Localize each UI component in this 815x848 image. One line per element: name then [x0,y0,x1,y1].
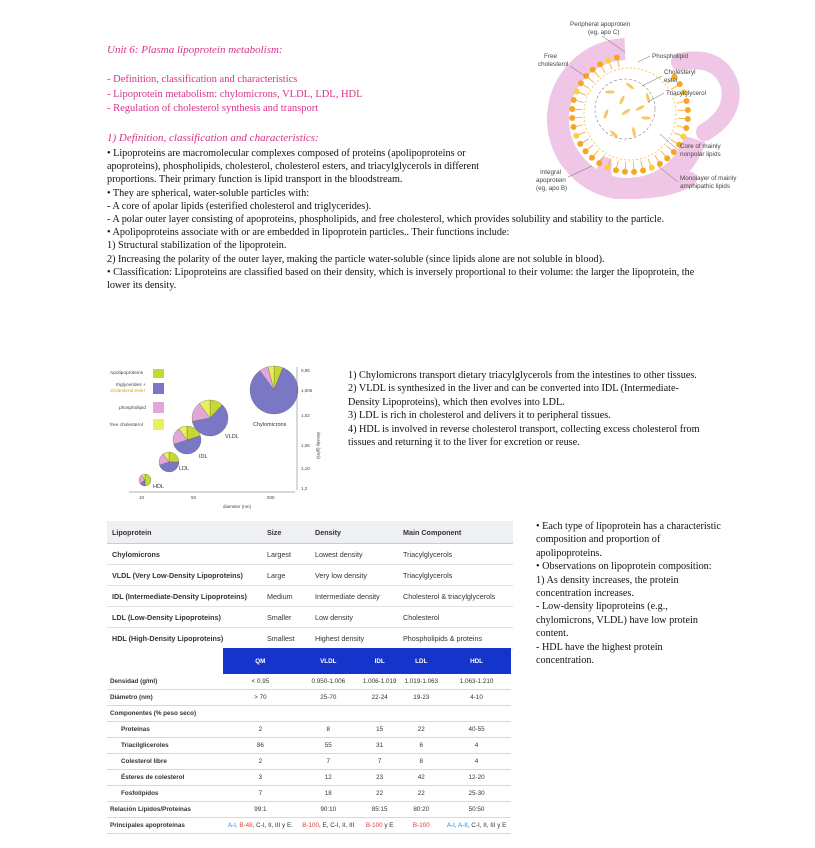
cell-apo-ldl: B-100 [400,818,442,834]
function-item: 2) VLDL is synthesized in the liver and can be converted into IDL (Intermediate-Density Lipoproteins), which then evolves into LDL. [348,383,679,408]
cell: 22-24 [359,690,401,706]
cell-name: Chylomicrons [112,549,160,559]
para-lipoproteins: • Lipoproteins are macromolecular complexes composed of proteins (apolipoproteins or apoproteins), phospholipids, cholesterol, cholesterol esters, and triacylglycerols in different proportions. Their primary function is lipid transport in the bloodstream. [107,148,480,186]
cell: 4 [442,738,511,754]
table-row [107,586,513,607]
cell: 7 [359,754,401,770]
table-row [107,628,513,649]
phospholipid-head [680,134,686,140]
cell-density: Highest density [310,628,398,649]
cell [359,706,401,722]
phospholipid-head [604,164,610,170]
cell: 12-20 [442,770,511,786]
cell: 2 [223,722,298,738]
y-tick: 1,06 [301,443,310,448]
cell-size: Medium [262,586,310,607]
row-label: Proteínas [107,722,223,738]
cell: 19-23 [400,690,442,706]
legend-label: free cholesterol [110,423,143,428]
label-free-chol: cholesterol [538,61,569,68]
cell-density: Intermediate density [310,586,398,607]
cell-density: Lowest density [310,544,398,565]
cell: 15 [359,722,401,738]
cell: 31 [359,738,401,754]
col-header: IDL [359,648,401,674]
col-header: VLDL [298,648,359,674]
table-row [107,690,511,706]
cell: 1.019-1.063 [400,674,442,690]
observation-item: 1) As density increases, the protein concentration increases. [536,574,679,600]
table-row [107,674,511,690]
cell: > 70 [223,690,298,706]
phospholipid-head [570,124,576,130]
x-tick: 50 [191,495,197,500]
cell-main: Cholesterol & triacylglycerols [398,586,513,607]
table-row [107,607,513,628]
phospholipid-head [574,88,580,94]
observation-item: • Observations on lipoprotein composition: [536,561,712,573]
x-tick: 500 [267,495,275,500]
phospholipid-head [577,141,583,147]
phospholipid-head [569,115,575,121]
legend-swatch-tg [153,383,164,394]
label-core: nonpolar lipids [680,151,721,158]
table-row-apoproteins [107,818,511,834]
phospholipid-head [597,61,603,67]
phospholipid-head [578,80,584,86]
legend-label: cholesterol ester [110,389,146,394]
phospholipid-head [664,155,670,161]
phospholipid-head [683,125,689,131]
lipoprotein-composition-table [107,648,511,834]
phospholipid-head [640,168,646,174]
table-row [107,770,511,786]
cell-main: Triacylglycerols [398,565,513,586]
cell: 6 [400,738,442,754]
cell: 80:20 [400,802,442,818]
cell-name: IDL [112,591,124,601]
cell: 1.063-1.210 [442,674,511,690]
para-line: • Classification: Lipoproteins are classified based on their density, which is inversely proportional to their volume: the larger the lipoprotein, the lower its density. [107,266,695,292]
cell: 18 [298,786,359,802]
label-core: Core of mainly [680,143,721,150]
x-axis-label: diameter (nm) [223,504,252,509]
row-label: Principales apoproteínas [107,818,223,834]
row-label: Triacilgliceroles [107,738,223,754]
cell-name: LDL [112,612,126,622]
cell: 7 [223,786,298,802]
legend-swatch-fc [153,419,164,430]
x-tick: 10 [139,495,145,500]
legend-swatch-pl [153,402,164,413]
col-header: Main Component [398,521,513,544]
row-label: Colesterol libre [107,754,223,770]
cell-name: VLDL [112,570,131,580]
particle-label-ldl: LDL [179,466,190,472]
phospholipid-head [583,148,589,154]
lipoprotein-classification-table [107,521,513,649]
cell: 90:10 [298,802,359,818]
unit-title: Unit 6: Plasma lipoprotein metabolism: [107,44,283,56]
y-tick: 1,02 [301,413,310,418]
y-tick: 1,2 [301,486,308,491]
cell: 8 [298,722,359,738]
row-label: Fosfolípidos [107,786,223,802]
cell: < 0.95 [223,674,298,690]
table-row [107,786,511,802]
cell: 25-70 [298,690,359,706]
pie-slice [145,474,151,486]
lipoprotein-structure-diagram [530,14,780,199]
particle-label-idl: IDL [199,454,208,460]
cell-apo-hdl: A-I, A-II, C-I, II, III y E [442,818,511,834]
cell: 50:50 [442,802,511,818]
row-label: Ésteres de colesterol [107,770,223,786]
phospholipid-head [622,169,628,175]
pie-slice [169,452,179,462]
particle-label-vldl: VLDL [225,434,239,440]
para-line: • They are spherical, water-soluble particles with: [107,187,310,199]
cell-size: Smaller [262,607,310,628]
table-row [107,706,511,722]
particle-label-chylo: Chylomicrons [253,422,287,428]
blank-header [107,648,223,674]
cell-size: Largest [262,544,310,565]
phospholipid-head [685,116,691,122]
phospholipid-head [614,54,620,60]
col-header: Density [310,521,398,544]
y-tick: 1,006 [301,388,313,393]
row-label: Componentes (% peso seco) [107,706,223,722]
function-item: 1) Chylomicrons transport dietary triacylglycerols from the intestines to other tissues. [348,370,697,381]
cell: 22 [400,722,442,738]
cell: 4 [442,754,511,770]
cell-main: Phospholipids & proteins [398,628,513,649]
cell: 55 [298,738,359,754]
phospholipid-head [671,149,677,155]
para-line: 2) Increasing the polarity of the outer layer, making the particle water-soluble (since lipids alone are not soluble in blood). [107,253,605,265]
para-line: - A core of apolar lipids (esterified cholesterol and triglycerides). [107,200,372,212]
section-title: 1) Definition, classification and characteristics: [107,132,319,144]
particle-label-hdl: HDL [153,484,165,490]
label-integral: Integral [540,169,562,176]
phospholipid-head [596,160,602,166]
y-axis-label: density (g/ml) [316,432,321,460]
bubble-legend [110,369,164,430]
legend-swatch-apo [153,369,164,378]
cell: 0.950-1.006 [298,674,359,690]
label-peripheral-eg: (eg, apo C) [588,29,620,36]
cell-size: Smallest [262,628,310,649]
label-monolayer: Monolayer of mainly [680,175,737,182]
cell [442,706,511,722]
row-label: Relación Lípidos/Proteínas [107,802,223,818]
para-line: 1) Structural stabilization of the lipoprotein. [107,240,287,252]
core-lipid [605,90,615,93]
label-integral: (eg, apo B) [536,185,568,192]
lipoprotein-functions-text [348,369,703,449]
col-header: Size [262,521,310,544]
cell [298,706,359,722]
cell-density: Low density [310,607,398,628]
cell [400,706,442,722]
label-free-chol: Free [544,53,557,60]
function-item: 3) LDL is rich in cholesterol and delivers it to peripheral tissues. [348,410,611,422]
label-triacyl: Triacylglycerol [666,90,707,97]
cell-apo-qm: A-I, B-48, C-I, II, III y E. [223,818,298,834]
legend-label: triglycerides + [116,383,146,388]
observation-item: • Each type of lipoprotein has a characteristic composition and proportion of apolipoproteins. [536,521,721,559]
observation-item: - Low-density lipoproteins (e.g., chylomicrons, VLDL) have low protein content. [536,601,698,640]
composition-observations [536,520,721,667]
row-label: Diámetro (nm) [107,690,223,706]
label-chol-ester: ester [664,77,678,84]
outline-item: - Lipoprotein metabolism: chylomicrons, VLDL, LDL, HDL [107,88,363,100]
outline-item: - Definition, classification and characteristics [107,74,298,85]
cell-apo-idl: B-100 y E [359,818,401,834]
cell: 7 [298,754,359,770]
phospholipid-head [685,107,691,113]
phospholipid-head [605,57,611,63]
cell-fullname: (Intermediate-Density Lipoproteins) [123,591,247,601]
cell [223,706,298,722]
phospholipid-head [569,106,575,112]
cell: 3 [223,770,298,786]
col-header: QM [223,648,298,674]
cell: 23 [359,770,401,786]
cell-density: Very low density [310,565,398,586]
cell: 4-10 [442,690,511,706]
phospholipid-head [649,165,655,171]
para-line: • Apolipoproteins associate with or are embedded in lipoprotein particles.. Their functions include: [107,227,510,239]
cell: 85:15 [359,802,401,818]
cell: 42 [400,770,442,786]
cell: 2 [223,754,298,770]
table-row [107,738,511,754]
phospholipid-head [684,98,690,104]
table-row [107,544,513,565]
col-header: HDL [442,648,511,674]
legend-label: Apolipoproteins [110,371,144,376]
cell-fullname: (Very Low-Density Lipoproteins) [130,570,243,580]
label-monolayer: amphipathic lipids [680,183,731,190]
function-item: 4) HDL is involved in reverse cholesterol transport, collecting excess cholesterol from tissues and returning it to the liver for excretion or reuse. [348,423,700,449]
label-integral: apoprotein [536,177,566,184]
phospholipid-head [583,73,589,79]
lipoprotein-bubble-chart [107,362,327,510]
cell-size: Large [262,565,310,586]
cell: 8 [400,754,442,770]
observation-item: - HDL have the highest protein concentration. [536,641,663,667]
para-line: - A polar outer layer consisting of apoproteins, phospholipids, and free cholesterol, which provides solubility and stability to the particle. [107,214,665,226]
cell: 12 [298,770,359,786]
cell-fullname: (Low-Density Lipoproteins) [125,612,221,622]
cell-apo-vldl: B-100, E, C-I, II, III [298,818,359,834]
phospholipid-head [571,97,577,103]
y-tick: 1,10 [301,466,310,471]
table-row [107,754,511,770]
label-chol-ester: Cholesteryl [664,69,696,76]
label-phospholipid: Phospholipid [652,53,689,60]
cell-fullname: (High-Density Lipoproteins) [126,633,224,643]
col-header: LDL [400,648,442,674]
y-tick: 0,95 [301,368,310,373]
cell-main: Cholesterol [398,607,513,628]
legend-label: phospholipid [119,406,146,411]
phospholipid-head [590,67,596,73]
outline-item: - Regulation of cholesterol synthesis and transport [107,103,319,114]
cell: 40-55 [442,722,511,738]
table-row [107,802,511,818]
cell: 22 [400,786,442,802]
phospholipid-head [657,161,663,167]
phospholipid-head [589,155,595,161]
outline-list [107,73,363,117]
table-row [107,722,511,738]
cell: 86 [223,738,298,754]
cell: 22 [359,786,401,802]
phospholipid-head [631,169,637,175]
row-label: Densidad (g/ml) [107,674,223,690]
label-peripheral: Peripheral apoprotein [570,21,631,28]
phospholipid-head [573,133,579,139]
table-row [107,565,513,586]
phospholipid-head [613,167,619,173]
cell-main: Triacylglycerols [398,544,513,565]
cell: 1.006-1.019 [359,674,401,690]
col-header: Lipoprotein [107,521,262,544]
cell: 99:1 [223,802,298,818]
cell-name: HDL [112,633,127,643]
cell: 25-30 [442,786,511,802]
